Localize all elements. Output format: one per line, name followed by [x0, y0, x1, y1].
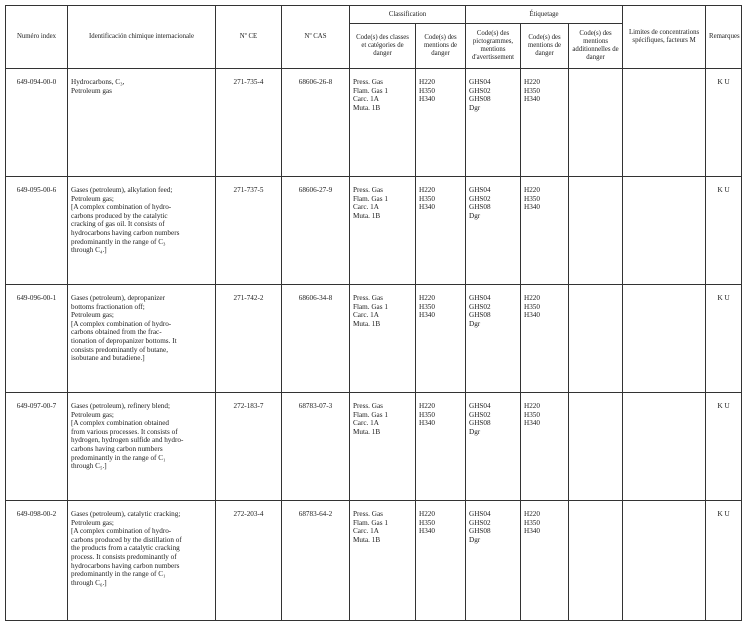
hazard-class-line: Muta. 1B — [353, 319, 381, 328]
table-row — [6, 177, 742, 285]
header-ce: Nº CE — [216, 6, 282, 69]
hazard-class-line: Flam. Gas 1 — [353, 410, 388, 419]
chemical-name-line: [A complex combination obtained — [71, 419, 170, 428]
hazard-statement-line: H340 — [419, 527, 435, 536]
hazard-classification-table — [5, 5, 742, 621]
hazard-class-line: Press. Gas — [353, 402, 383, 410]
remarks-cell-text: K U — [717, 402, 730, 410]
chemical-name-line: from various processes. It consists of — [71, 427, 178, 436]
index-cell — [6, 393, 68, 501]
hazard-class-line: Carc. 1A — [353, 419, 379, 428]
hazard-statement-line: H350 — [524, 518, 540, 527]
hazard-classes-cell — [350, 69, 416, 177]
pictogram-code-line: Dgr — [469, 211, 481, 220]
additional-mentions-cell — [569, 285, 623, 393]
hazard-class-line: Flam. Gas 1 — [353, 194, 388, 203]
hazard-statement-line: H340 — [419, 95, 435, 104]
chemical-name-line: predominantly in the range of C₃ — [71, 237, 166, 246]
pictograms-cell — [466, 285, 521, 393]
hazard-class-line: Muta. 1B — [353, 535, 381, 544]
chemical-name-line: hydrocarbons having carbon numbers — [71, 228, 180, 237]
hazard-statement-line: H350 — [419, 194, 435, 203]
hazard-class-line: Carc. 1A — [353, 527, 379, 536]
index-cell-text: 649-097-00-7 — [16, 402, 57, 410]
pictogram-code-line: Dgr — [469, 319, 481, 328]
hazard-statement-line: H340 — [524, 203, 540, 212]
concentration-limits-cell — [623, 69, 706, 177]
hazard-statement-line: H220 — [524, 78, 540, 86]
chemical-name-line: cracking of gas oil. It consists of — [71, 220, 165, 229]
hazard-classes-cell — [350, 501, 416, 621]
header-labelling: Étiquetage — [466, 6, 623, 24]
header-class-mentions: Code(s) des mentions de danger — [416, 24, 466, 69]
cas-number-cell — [282, 177, 350, 285]
pictogram-code-line: GHS04 — [469, 294, 491, 302]
hazard-class-line: Flam. Gas 1 — [353, 86, 388, 95]
table-row — [6, 69, 742, 177]
table-row — [6, 285, 742, 393]
chemical-name-line: Petroleum gas; — [71, 518, 114, 527]
pictogram-code-line: GHS04 — [469, 510, 491, 518]
chemical-name-line: Hydrocarbons, C₃, — [71, 78, 125, 86]
remarks-cell — [706, 69, 742, 177]
chemical-name-line: through C₆.] — [71, 578, 107, 587]
chemical-name-line: consists predominantly of butane, — [71, 345, 169, 354]
remarks-cell-text: K U — [717, 186, 730, 194]
hazard-statement-line: H340 — [419, 311, 435, 320]
hazard-statement-line: H340 — [524, 419, 540, 428]
ce-number-cell — [216, 69, 282, 177]
pictogram-code-line: GHS02 — [469, 302, 491, 311]
chemical-name-cell — [68, 285, 216, 393]
index-cell-text: 649-096-00-1 — [16, 294, 57, 302]
header-name: Identificación chimique internacionale — [68, 6, 216, 69]
chemical-name-line: through C₄.] — [71, 246, 107, 255]
ce-number-cell-text: 271-737-5 — [233, 186, 264, 194]
hazard-statement-line: H220 — [524, 402, 540, 410]
chemical-name-line: Petroleum gas; — [71, 410, 114, 419]
chemical-name-line: Petroleum gas; — [71, 311, 114, 320]
pictogram-code-line: Dgr — [469, 103, 481, 112]
cas-number-cell — [282, 393, 350, 501]
pictogram-code-line: GHS02 — [469, 86, 491, 95]
remarks-cell-text: K U — [717, 510, 730, 518]
chemical-name-cell — [68, 501, 216, 621]
chemical-name-line: carbons having carbon numbers — [71, 444, 163, 453]
hazard-statement-line: H340 — [524, 95, 540, 104]
additional-mentions-cell — [569, 69, 623, 177]
pictogram-code-line: GHS04 — [469, 78, 491, 86]
chemical-name-line: the products from a catalytic cracking — [71, 544, 180, 553]
table-row — [6, 501, 742, 621]
chemical-name-line: predominantly in the range of C₁ — [71, 570, 166, 579]
hazard-statement-line: H350 — [419, 518, 435, 527]
hazard-class-line: Press. Gas — [353, 78, 383, 86]
concentration-limits-cell — [623, 177, 706, 285]
chemical-name-line: Petroleum gas — [71, 86, 112, 95]
hazard-statement-line: H340 — [524, 527, 540, 536]
hazard-classes-cell — [350, 393, 416, 501]
header-remarks: Remarques — [706, 6, 742, 69]
chemical-name-cell — [68, 393, 216, 501]
table-row — [6, 393, 742, 501]
pictogram-code-line: GHS08 — [469, 203, 491, 212]
cas-number-cell-text: 68606-27-9 — [298, 186, 333, 194]
hazard-class-line: Muta. 1B — [353, 427, 381, 436]
additional-mentions-cell — [569, 501, 623, 621]
hazard-classes-cell — [350, 285, 416, 393]
pictogram-code-line: GHS02 — [469, 518, 491, 527]
hazard-classes-cell — [350, 177, 416, 285]
class-mentions-cell — [416, 393, 466, 501]
hazard-class-line: Muta. 1B — [353, 103, 381, 112]
ce-number-cell — [216, 501, 282, 621]
label-mentions-cell — [521, 69, 569, 177]
chemical-name-line: Gases (petroleum), alkylation feed; — [71, 186, 173, 194]
ce-number-cell-text: 272-203-4 — [233, 510, 264, 518]
hazard-statement-line: H340 — [419, 203, 435, 212]
chemical-name-cell — [68, 177, 216, 285]
remarks-cell — [706, 501, 742, 621]
chemical-name-line: Gases (petroleum), catalytic cracking; — [71, 510, 181, 518]
concentration-limits-cell — [623, 285, 706, 393]
pictograms-cell — [466, 501, 521, 621]
additional-mentions-cell — [569, 177, 623, 285]
hazard-class-line: Press. Gas — [353, 186, 383, 194]
chemical-name-line: [A complex combination of hydro- — [71, 203, 172, 212]
ce-number-cell — [216, 285, 282, 393]
hazard-statement-line: H350 — [524, 410, 540, 419]
pictograms-cell — [466, 177, 521, 285]
chemical-name-line: carbons obtained from the frac- — [71, 328, 162, 337]
chemical-name-line: Gases (petroleum), refinery blend; — [71, 402, 170, 410]
chemical-name-line: [A complex combination of hydro- — [71, 319, 172, 328]
label-mentions-cell — [521, 285, 569, 393]
hazard-statement-line: H350 — [524, 302, 540, 311]
document-page — [5, 5, 741, 621]
pictograms-cell — [466, 393, 521, 501]
index-cell — [6, 501, 68, 621]
index-cell — [6, 285, 68, 393]
chemical-name-cell — [68, 69, 216, 177]
cas-number-cell — [282, 285, 350, 393]
pictogram-code-line: GHS02 — [469, 410, 491, 419]
ce-number-cell-text: 271-742-2 — [233, 294, 264, 302]
ce-number-cell-text: 272-183-7 — [233, 402, 264, 410]
chemical-name-line: Gases (petroleum), depropanizer — [71, 294, 165, 302]
class-mentions-cell — [416, 177, 466, 285]
pictogram-code-line: GHS04 — [469, 186, 491, 194]
hazard-statement-line: H220 — [419, 402, 435, 410]
concentration-limits-cell — [623, 501, 706, 621]
chemical-name-line: bottoms fractionation off; — [71, 302, 145, 311]
ce-number-cell — [216, 177, 282, 285]
class-mentions-cell — [416, 285, 466, 393]
cas-number-cell — [282, 501, 350, 621]
table-body — [6, 69, 742, 621]
chemical-name-line: hydrocarbons having carbon numbers — [71, 561, 180, 570]
cas-number-cell — [282, 69, 350, 177]
ce-number-cell — [216, 393, 282, 501]
pictogram-code-line: GHS02 — [469, 194, 491, 203]
remarks-cell-text: K U — [717, 294, 730, 302]
index-cell-text: 649-098-00-2 — [16, 510, 57, 518]
hazard-statement-line: H350 — [419, 302, 435, 311]
hazard-statement-line: H220 — [419, 186, 435, 194]
chemical-name-line: through C₅.] — [71, 462, 107, 471]
hazard-class-line: Carc. 1A — [353, 203, 379, 212]
chemical-name-line: tionation of depropanizer bottoms. It — [71, 336, 177, 345]
chemical-name-line: process. It consists predominantly of — [71, 552, 177, 561]
hazard-class-line: Press. Gas — [353, 294, 383, 302]
class-mentions-cell — [416, 501, 466, 621]
index-cell-text: 649-095-00-6 — [16, 186, 57, 194]
chemical-name-line: predominantly in the range of C₁ — [71, 453, 166, 462]
header-cas: Nº CAS — [282, 6, 350, 69]
index-cell-text: 649-094-00-0 — [16, 78, 57, 86]
index-cell — [6, 177, 68, 285]
header-limits: Limites de concentrations spécifiques, facteurs M — [623, 6, 706, 69]
hazard-statement-line: H220 — [524, 510, 540, 518]
chemical-name-line: Petroleum gas; — [71, 194, 114, 203]
header-index: Numéro index — [6, 6, 68, 69]
pictogram-code-line: Dgr — [469, 427, 481, 436]
class-mentions-cell — [416, 69, 466, 177]
label-mentions-cell — [521, 393, 569, 501]
hazard-statement-line: H220 — [419, 294, 435, 302]
header-class-categories: Code(s) des classes et catégories de danger — [350, 24, 416, 69]
hazard-class-line: Carc. 1A — [353, 95, 379, 104]
hazard-statement-line: H220 — [419, 510, 435, 518]
chemical-name-line: [A complex combination of hydro- — [71, 527, 172, 536]
cas-number-cell-text: 68606-34-8 — [298, 294, 333, 302]
hazard-statement-line: H220 — [524, 186, 540, 194]
table-header — [6, 6, 742, 69]
remarks-cell — [706, 177, 742, 285]
remarks-cell-text: K U — [717, 78, 730, 86]
hazard-statement-line: H220 — [419, 78, 435, 86]
pictograms-cell — [466, 69, 521, 177]
cas-number-cell-text: 68783-07-3 — [298, 402, 333, 410]
hazard-statement-line: H350 — [419, 86, 435, 95]
hazard-class-line: Press. Gas — [353, 510, 383, 518]
chemical-name-line: carbons produced by the distillation of — [71, 535, 182, 544]
hazard-statement-line: H220 — [524, 294, 540, 302]
pictogram-code-line: GHS08 — [469, 311, 491, 320]
hazard-statement-line: H350 — [419, 410, 435, 419]
chemical-name-line: isobutane and butadiene.] — [71, 354, 145, 363]
pictogram-code-line: GHS08 — [469, 527, 491, 536]
additional-mentions-cell — [569, 393, 623, 501]
hazard-statement-line: H350 — [524, 86, 540, 95]
chemical-name-line: hydrogen, hydrogen sulfide and hydro- — [71, 436, 184, 445]
hazard-class-line: Muta. 1B — [353, 211, 381, 220]
hazard-class-line: Flam. Gas 1 — [353, 302, 388, 311]
cas-number-cell-text: 68783-64-2 — [298, 510, 333, 518]
header-classification: Classification — [350, 6, 466, 24]
header-label-mentions: Code(s) des mentions de danger — [521, 24, 569, 69]
pictogram-code-line: GHS04 — [469, 402, 491, 410]
pictogram-code-line: Dgr — [469, 535, 481, 544]
index-cell — [6, 69, 68, 177]
hazard-class-line: Carc. 1A — [353, 311, 379, 320]
hazard-statement-line: H340 — [419, 419, 435, 428]
concentration-limits-cell — [623, 393, 706, 501]
header-label-additional: Code(s) des mentions additionnelles de danger — [569, 24, 623, 69]
remarks-cell — [706, 393, 742, 501]
hazard-class-line: Flam. Gas 1 — [353, 518, 388, 527]
cas-number-cell-text: 68606-26-8 — [298, 78, 333, 86]
label-mentions-cell — [521, 177, 569, 285]
pictogram-code-line: GHS08 — [469, 419, 491, 428]
remarks-cell — [706, 285, 742, 393]
header-label-pictograms: Code(s) des pictogrammes, mentions d'avertissement — [466, 24, 521, 69]
label-mentions-cell — [521, 501, 569, 621]
hazard-statement-line: H350 — [524, 194, 540, 203]
pictogram-code-line: GHS08 — [469, 95, 491, 104]
chemical-name-line: carbons produced by the catalytic — [71, 211, 168, 220]
hazard-statement-line: H340 — [524, 311, 540, 320]
ce-number-cell-text: 271-735-4 — [233, 78, 264, 86]
